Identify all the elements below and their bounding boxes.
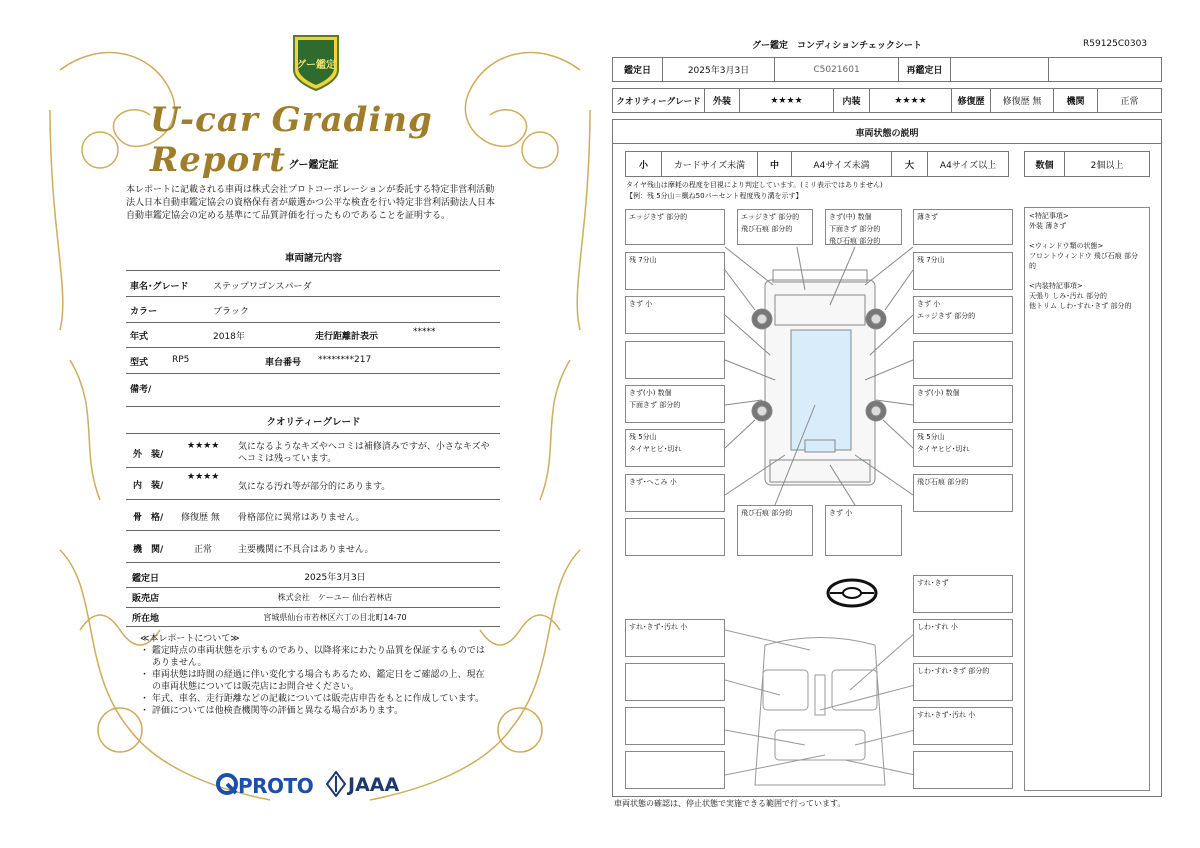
sheet-title: グー鑑定 コンディションチェックシート (752, 41, 922, 51)
tire-note-1: タイヤ残山は摩耗の程度を目視により判定しています。(ミリ表示ではありません) (626, 181, 883, 189)
specs-heading: 車両諸元内容 (284, 253, 342, 264)
row2-ext-label: 外装 (705, 89, 740, 112)
dealer-value: 株式会社 ケーユー 仙台若林店 (277, 593, 393, 602)
damage-box: きず･へこみ 小 (625, 474, 725, 512)
model-label: 型式 (130, 358, 149, 368)
damage-box: 飛び石痕 部分的 (737, 505, 813, 556)
cert-heading: グー鑑定証 (288, 160, 339, 171)
report-title: U-car Grading Report (150, 100, 433, 180)
damage-box: すれ･きず･汚れ 小 (625, 619, 725, 657)
row1-code: C5021601 (775, 58, 899, 81)
quality-frame-value: 修復歴 無 (181, 513, 220, 523)
damage-box (913, 751, 1013, 789)
appraisal-row (612, 57, 1162, 82)
damage-box: きず 小 (825, 505, 902, 556)
quality-ext-value: ★★★★ (187, 441, 220, 451)
damage-box: きず(小) 数個 (913, 385, 1013, 423)
legend-large-desc: A4サイズ以上 (939, 160, 997, 171)
quality-engine-comment: 主要機関に不具合はありません。 (238, 545, 374, 555)
interior-diagram (725, 615, 915, 795)
row1-date-label: 鑑定日 (613, 58, 663, 81)
damage-box: きず(中) 数個 下面きず 部分的 飛び石痕 部分的 (825, 209, 902, 245)
model-value: RP5 (172, 355, 190, 365)
damage-box (625, 751, 725, 789)
quality-int-value: ★★★★ (187, 472, 220, 482)
jaaa-logo-text: JAAA (348, 774, 400, 796)
dealer-label: 販売店 (132, 594, 160, 604)
row1-date-value: 2025年3月3日 (663, 58, 775, 81)
damage-box: 残 7分山 (913, 252, 1013, 290)
mileage-value: ***** (413, 327, 436, 337)
damage-box: 残 7分山 (625, 252, 725, 290)
year-label: 年式 (130, 332, 149, 342)
quality-frame-comment: 骨格部位に異常はありません。 (238, 513, 365, 523)
state-heading: 車両状態の説明 (855, 129, 919, 139)
quality-int-label: 内 装/ (133, 481, 164, 491)
quality-engine-value: 正常 (194, 545, 213, 555)
row2-int-label: 内装 (834, 89, 870, 112)
damage-box: エッジきず 部分的 (625, 209, 725, 245)
damage-box: しわ･すれ･きず 部分的 (913, 663, 1013, 701)
steering-wheel-icon (826, 578, 878, 608)
quality-ext-comment: 気になるようなキズやヘコミは補修済みですが、小さなキズやヘコミは残っています。 (238, 442, 490, 464)
legend-small-desc: カードサイズ未満 (662, 152, 758, 176)
chassis-label: 車台番号 (265, 358, 302, 368)
damage-box: すれ･きず (913, 575, 1013, 613)
quality-ext-label: 外 装/ (133, 450, 164, 460)
legend-size (625, 151, 1009, 177)
quality-heading: クオリティーグレード (266, 417, 361, 428)
damage-box: 残 5分山 タイヤヒビ･切れ (913, 429, 1013, 467)
quality-engine-label: 機 関/ (133, 545, 164, 555)
damage-box: 飛び石痕 部分的 (913, 474, 1013, 512)
damage-box (913, 341, 1013, 379)
badge-text: グー鑑定 (296, 60, 336, 71)
legend-count-label: 数個 (1025, 152, 1065, 176)
address-value: 宮城県仙台市若林区六丁の目北町14-70 (263, 613, 407, 622)
legend-count-desc: 2個以上 (1090, 160, 1124, 171)
legend-large: 大 (892, 152, 928, 176)
damage-box (625, 518, 725, 556)
damage-box: エッジきず 部分的 飛び石痕 部分的 (737, 209, 813, 245)
row1-reappraisal-label: 再鑑定日 (899, 58, 951, 81)
note-item: ・ 鑑定時点の車両状態を示すものであり、以降将来にわたり品質を保証するものではありません。 (140, 646, 485, 668)
damage-box: きず 小 エッジきず 部分的 (913, 296, 1013, 334)
legend-mid-desc: A4サイズ未満 (792, 152, 892, 176)
remarks-label: 備考/ (130, 385, 152, 395)
legend-small: 小 (626, 152, 662, 176)
year-value: 2018年 (213, 332, 245, 342)
chassis-value: ********217 (318, 355, 372, 365)
damage-box: きず 小 (625, 296, 725, 334)
tire-note-2: 【例：残 5分山＝概ね50パーセント程度残り溝を示す】 (626, 192, 803, 200)
legend-count (1024, 151, 1150, 177)
proto-logo-icon (216, 773, 238, 795)
name-label: 車名･グレード (130, 282, 189, 292)
address-label: 所在地 (132, 614, 160, 624)
color-label: カラー (130, 307, 158, 317)
row2-engine-label: 機関 (1054, 89, 1098, 112)
appraisal-date-value: 2025年3月3日 (304, 573, 366, 583)
row2-ext-value: ★★★★ (740, 89, 834, 112)
cert-text: 本レポートに記載される車両は株式会社プロトコーポレーションが委託する特定非営利活動法人日本自動車鑑定協会の資格保有者が厳選かつ公平な検査を行い特定非営利活動法人日本自動車鑑定協会の定める基準にて品質評価を行ったものであることを証明する。 (126, 185, 496, 221)
quality-int-comment: 気になる汚れ等が部分的にあります。 (238, 482, 391, 492)
damage-box: しわ･すれ 小 (913, 619, 1013, 657)
mileage-label: 走行距離計表示 (315, 332, 379, 342)
row2-int-value: ★★★★ (870, 89, 952, 112)
name-value: ステップワゴンスパーダ (213, 282, 312, 292)
row2-repair-label: 修復歴 (952, 89, 991, 112)
notes-list (140, 645, 490, 717)
note-item: ・ 車両状態は時間の経過に伴い変化する場合もあるため、鑑定日をご確認の上、現在の車両状態については販売店にお問合せください。 (140, 670, 485, 692)
row2-repair-value: 修復歴 無 (991, 89, 1054, 112)
row2-engine-value: 正常 (1120, 97, 1139, 107)
quality-frame-label: 骨 格/ (133, 513, 164, 523)
appraisal-date-label: 鑑定日 (132, 574, 160, 584)
note-item: ・ 評価については他検査機関等の評価と異なる場合があります。 (140, 706, 403, 716)
damage-box: すれ･きず･汚れ 小 (913, 707, 1013, 745)
proto-logo-text: PROTO (238, 774, 314, 798)
damage-box (625, 663, 725, 701)
damage-box (625, 707, 725, 745)
row2-grade-label: クオリティーグレード (613, 89, 705, 112)
note-item: ・ 年式、車名、走行距離などの記載については販売店申告をもとに作成しています。 (140, 694, 484, 704)
footer-note: 車両状態の確認は、停止状態で実施できる範囲で行っています。 (614, 799, 846, 808)
notes-heading: ≪本レポートについて≫ (140, 634, 240, 644)
damage-box (625, 341, 725, 379)
doc-id: R59125C0303 (1083, 39, 1148, 49)
special-notes: <特記事項> 外装 薄きず <ウィンドウ類の状態> フロントウィンドウ 飛び石痕 部分的 <内装特記事項> 天張り しみ･汚れ 部分的 他トリム しわ･すれ･きず 部分的 (1024, 207, 1150, 791)
jaaa-logo-icon (326, 771, 346, 797)
color-value: ブラック (213, 307, 249, 317)
damage-box: きず(小) 数個 下面きず 部分的 (625, 385, 725, 423)
damage-box: 薄きず (913, 209, 1013, 245)
damage-box: 残 5分山 タイヤヒビ･切れ (625, 429, 725, 467)
legend-mid: 中 (758, 152, 792, 176)
grade-row (612, 88, 1162, 113)
